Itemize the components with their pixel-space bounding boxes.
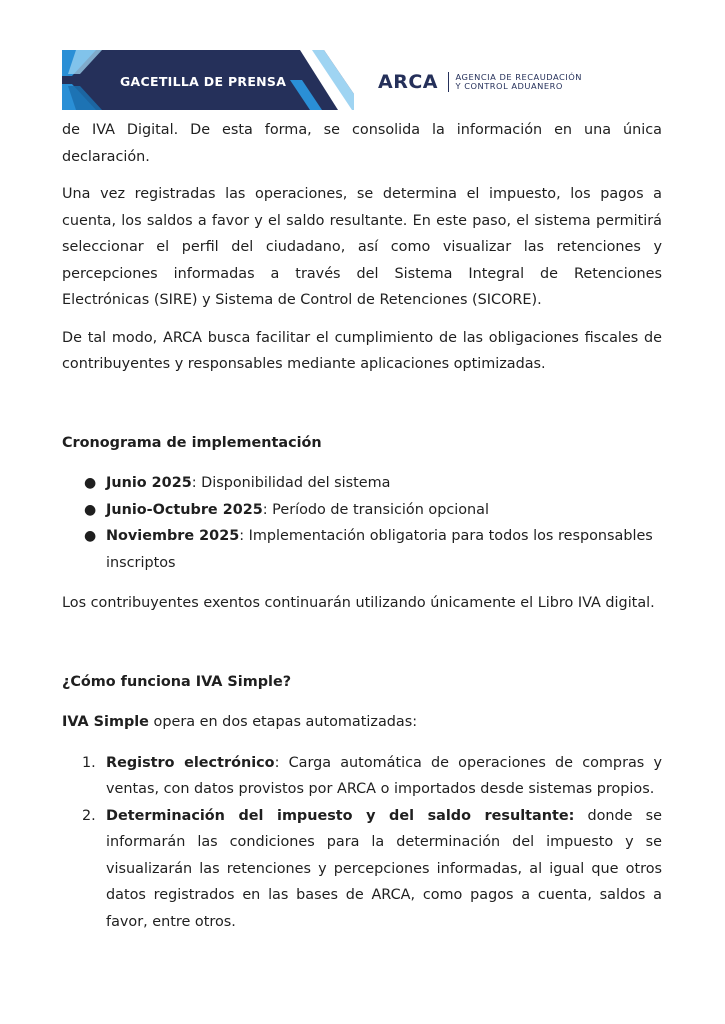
press-header [62, 50, 622, 112]
schedule-list [62, 470, 662, 576]
logo-subtitle-line-2: Y CONTROL ADUANERO [455, 81, 563, 91]
section-heading: Cronograma de implementación [62, 434, 322, 451]
steps-list [62, 750, 662, 936]
paragraph: De tal modo, ARCA busca facilitar el cumplimiento de las obligaciones fiscales de contribuyentes y responsables mediante aplicaciones optimizadas. [62, 329, 662, 372]
list-item [62, 803, 662, 936]
logo-subtitle-line-1: AGENCIA DE RECAUDACIÓN [455, 71, 583, 82]
document-body [62, 117, 662, 935]
item-number: 2. [82, 807, 96, 824]
logo-wordmark: ARCA [378, 71, 438, 93]
paragraph: Los contribuyentes exentos continuarán utilizando únicamente el Libro IVA digital. [62, 595, 655, 611]
list-item [62, 750, 662, 803]
item-text: donde se informarán las condiciones para la determinación del impuesto y se visualizarán las retenciones y percepciones informadas, al igual que otros datos registrados en las bases de ARCA, como pagos a cuenta, saldos a favor, entre otros. [106, 807, 662, 930]
bullet-icon: ● [84, 501, 97, 518]
paragraph: de IVA Digital. De esta forma, se consolida la información en una única declaración. [62, 122, 662, 165]
list-item [62, 497, 662, 524]
item-text: : Disponibilidad del sistema [191, 475, 391, 491]
item-label: Junio 2025 [106, 475, 192, 491]
section-heading: ¿Cómo funciona IVA Simple? [62, 673, 292, 690]
item-label: Determinación del impuesto y del saldo resultante: [106, 807, 575, 824]
banner-title: GACETILLA DE PRENSA [120, 74, 287, 89]
term-bold: IVA Simple [62, 714, 149, 730]
list-item [62, 470, 662, 497]
bullet-icon: ● [84, 528, 97, 544]
paragraph: Una vez registradas las operaciones, se determina el impuesto, los pagos a cuenta, los saldos a favor y el saldo resultante. En este paso, el sistema permitirá seleccionar el perfil del ciudadano, así como visualizar las retenciones y percepciones informadas a través del Sistema Integral de Retenciones Electrónicas (SIRE) y Sistema de Control de Retenciones (SICORE). [62, 186, 662, 308]
item-text: : Carga automática de operaciones de compras y ventas, con datos provistos por ARCA o importados desde sistemas propios. [106, 754, 662, 797]
item-number: 1. [82, 754, 96, 771]
item-label: Junio-Octubre 2025 [106, 501, 263, 518]
arca-logo [378, 70, 582, 94]
item-label: Registro electrónico [106, 754, 275, 771]
item-label: Noviembre 2025 [106, 528, 240, 544]
paragraph [62, 709, 662, 736]
intro-text: opera en dos etapas automatizadas: [148, 714, 418, 730]
list-item [62, 523, 662, 576]
item-text: : Período de transición opcional [262, 501, 489, 518]
item-text: : Implementación obligatoria para todos los responsables inscriptos [106, 528, 653, 571]
logo-divider [448, 72, 450, 92]
bullet-icon: ● [84, 475, 97, 491]
logo-subtitle [455, 73, 582, 92]
press-banner [62, 50, 354, 110]
